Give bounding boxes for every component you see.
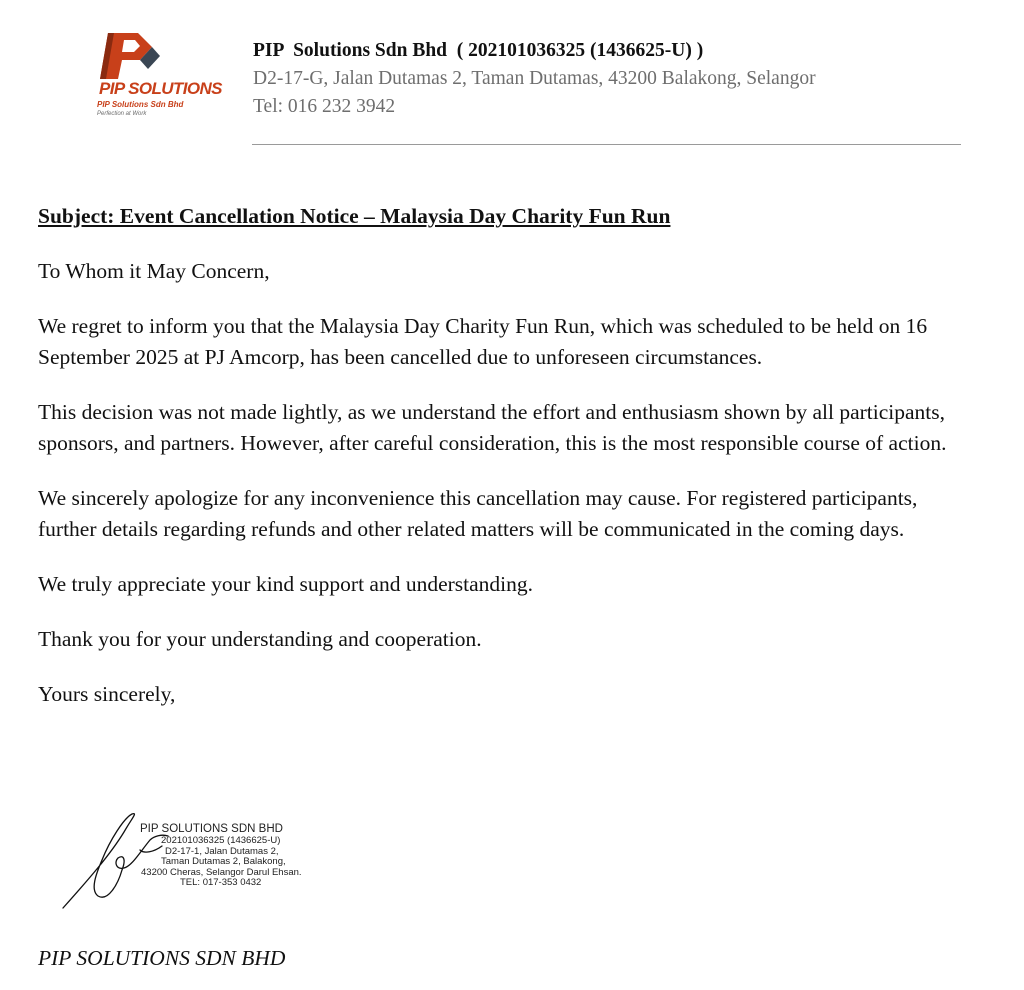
company-name: PIP Solutions Sdn Bhd ( 202101036325 (1436625-U) ) [253,40,704,61]
stamp-line: TEL: 017-353 0432 [180,877,262,888]
paragraph: We regret to inform you that the Malaysia Day Charity Fun Run, which was scheduled to be held on 16 September 2025 at PJ Amcorp, has been cancelled due to unforeseen circumstances. [38,314,928,369]
paragraph: We sincerely apologize for any inconvenience this cancellation may cause. For registered participants, further details regarding refunds and other related matters will be communicated in the coming days. [38,486,918,541]
company-stamp [140,822,302,889]
company-tel: Tel: 016 232 3942 [253,96,396,117]
subject-line: Subject: Event Cancellation Notice – Malaysia Day Charity Fun Run [38,204,671,228]
company-address: D2-17-G, Jalan Dutamas 2, Taman Dutamas, 43200 Balakong, Selangor [253,68,816,89]
salutation: To Whom it May Concern, [38,259,270,283]
letterhead-divider [252,144,961,145]
paragraph: This decision was not made lightly, as we understand the effort and enthusiasm shown by all participants, sponsors, and partners. However, after careful consideration, this is the most responsible course of action. [38,400,947,455]
paragraph: Thank you for your understanding and cooperation. [38,627,482,651]
logo-mark-icon [94,30,174,80]
stamp-line: Taman Dutamas 2, Balakong, [161,856,286,867]
stamp-line: 202101036325 (1436625-U) [161,835,281,846]
stamp-title: PIP SOLUTIONS SDN BHD [140,823,283,835]
stamp-line: 43200 Cheras, Selangor Darul Ehsan. [141,866,302,878]
logo-sub-text: PIP Solutions Sdn Bhd [97,100,184,109]
letter-body [38,201,973,734]
sign-off: Yours sincerely, [38,682,176,706]
closing-company-name: PIP SOLUTIONS SDN BHD [38,946,286,970]
stamp-line: D2-17-1, Jalan Dutamas 2, [165,845,279,857]
logo-brand-text: PIP SOLUTIONS [99,79,222,98]
paragraph: We truly appreciate your kind support and understanding. [38,572,534,596]
company-details [253,37,816,121]
logo-tagline: Perfection at Work [97,111,147,117]
company-logo [94,30,234,122]
